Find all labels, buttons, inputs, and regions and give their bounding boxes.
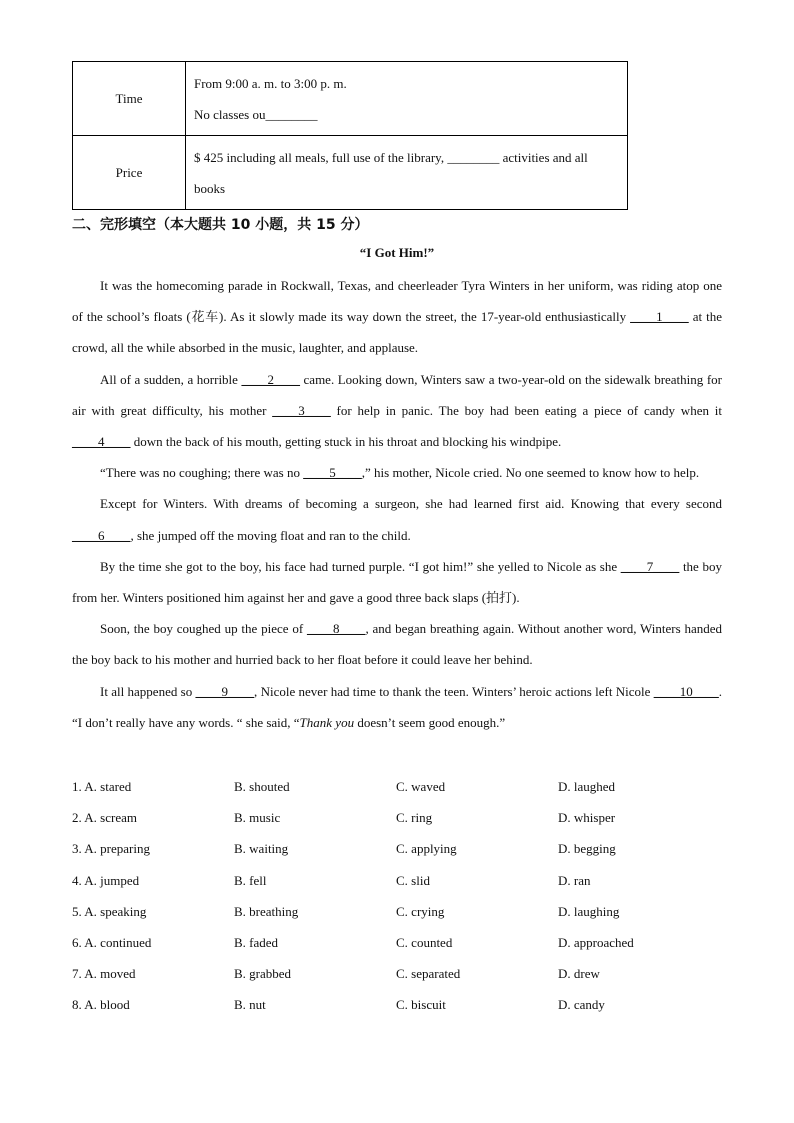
text: ,” his mother, Nicole cried. No one seemed to know how to help.: [361, 465, 700, 481]
option: D. ran: [558, 872, 591, 888]
blank-1: ____1____: [630, 309, 689, 325]
option: B. grabbed: [234, 966, 292, 982]
option: B. nut: [234, 997, 266, 1013]
option: 2. A. scream: [72, 810, 137, 826]
price-line-2: books: [194, 180, 226, 196]
paragraph-1: [72, 270, 722, 364]
text: It was the homecoming parade in Rockwall, Texas, and cheerleader Tyra Winters in her uniform, was riding atop one of the school’s floats (花车). As it slowly made its way down the street, the 17-year-old enthusiastically: [72, 278, 722, 325]
option: C. crying: [396, 903, 445, 919]
option: D. candy: [558, 997, 605, 1013]
text: at the crowd, all the while absorbed in the music, laughter, and applause.: [72, 309, 722, 356]
time-label: Time: [73, 62, 186, 136]
text: the boy from her. Winters positioned him against her and gave a good three back slaps (拍打).: [72, 558, 722, 606]
italic-text: Thank you: [299, 714, 355, 730]
option: B. breathing: [234, 903, 299, 919]
paragraph-5: [72, 551, 722, 613]
option: 3. A. preparing: [72, 841, 150, 857]
paragraph-7: [72, 676, 722, 738]
blank-7: ____7____: [620, 558, 680, 574]
option: C. counted: [396, 934, 453, 950]
text: , and began breathing again. Without another word, Winters handed the boy back to his mother and hurried back to her float before it could leave her behind.: [72, 621, 722, 668]
option: 8. A. blood: [72, 997, 130, 1013]
option: C. applying: [396, 841, 457, 857]
passage-title: “I Got Him!”: [359, 245, 435, 260]
text: . “I don’t really have any words. “ she said, “: [72, 683, 722, 730]
text: Except for Winters. With dreams of becoming a surgeon, she had learned first aid. Knowing that every second: [100, 496, 722, 512]
option: D. laughing: [558, 903, 620, 919]
option: 4. A. jumped: [72, 872, 140, 888]
blank-8: ____8____: [306, 621, 366, 637]
option: 7. A. moved: [72, 966, 136, 982]
option: 1. A. stared: [72, 779, 132, 794]
option: D. drew: [558, 966, 600, 982]
options-list: [72, 771, 722, 1021]
paragraph-3: [72, 457, 722, 488]
blank-5: ____5____: [303, 465, 362, 481]
paragraph-4: [72, 488, 722, 550]
blank-6: ____6____: [72, 527, 131, 543]
text: All of a sudden, a horrible: [100, 371, 242, 387]
option: D. whisper: [558, 810, 616, 826]
option: C. biscuit: [396, 997, 446, 1013]
blank-4: ____4____: [72, 434, 131, 450]
option: C. waved: [396, 779, 446, 794]
price-label: Price: [73, 136, 186, 210]
question-7: [72, 958, 722, 989]
info-table: [72, 61, 628, 210]
option: D. laughed: [558, 779, 616, 794]
price-content: [186, 136, 628, 210]
text: , she jumped off the moving float and ran to the child.: [130, 527, 411, 543]
option: B. shouted: [234, 779, 290, 794]
price-line-1: $ 425 including all meals, full use of the library, ________ activities and all: [194, 149, 588, 165]
text: “There was no coughing; there was no: [100, 465, 304, 481]
text: It all happened so: [100, 683, 196, 699]
text: for help in panic. The boy had been eating a piece of candy when it: [330, 402, 723, 418]
time-line-1: From 9:00 a. m. to 3:00 p. m.: [194, 75, 347, 91]
question-2: [72, 802, 722, 833]
question-3: [72, 833, 722, 864]
option: C. separated: [396, 966, 461, 982]
text: Soon, the boy coughed up the piece of: [100, 621, 307, 637]
option: C. ring: [396, 810, 433, 826]
section-title: 二、完形填空（本大题共 10 小题，共 15 分）: [72, 217, 369, 233]
text: doesn’t seem good enough.”: [354, 714, 506, 730]
paragraph-2: [72, 364, 722, 458]
passage: [72, 270, 722, 738]
blank-10: ____10____: [653, 683, 719, 699]
option: B. faded: [234, 934, 279, 950]
option: B. fell: [234, 872, 267, 888]
blank-9: ____9____: [195, 683, 255, 699]
table-row-price: [73, 136, 628, 210]
option: D. begging: [558, 841, 616, 857]
question-8: [72, 989, 722, 1020]
question-4: [72, 865, 722, 896]
text: came. Looking down, Winters saw a two-year-old on the sidewalk breathing for air with great difficulty, his mother: [72, 371, 722, 418]
paragraph-6: [72, 613, 722, 675]
option: D. approached: [558, 934, 634, 950]
question-6: [72, 927, 722, 958]
question-5: [72, 896, 722, 927]
time-line-2: No classes ou________: [194, 106, 318, 122]
blank-2: ____2____: [241, 371, 300, 387]
table-row-time: [73, 62, 628, 136]
text: , Nicole never had time to thank the teen. Winters’ heroic actions left Nicole: [254, 683, 654, 699]
question-1: [72, 771, 722, 802]
option: 6. A. continued: [72, 934, 152, 950]
time-content: [186, 62, 628, 136]
option: B. waiting: [234, 841, 289, 857]
blank-3: ____3____: [272, 402, 331, 418]
text: By the time she got to the boy, his face had turned purple. “I got him!” she yelled to Nicole as she: [100, 558, 621, 574]
option: C. slid: [396, 872, 430, 888]
text: down the back of his mouth, getting stuck in his throat and blocking his windpipe.: [130, 434, 562, 450]
option: 5. A. speaking: [72, 903, 147, 919]
option: B. music: [234, 810, 281, 826]
